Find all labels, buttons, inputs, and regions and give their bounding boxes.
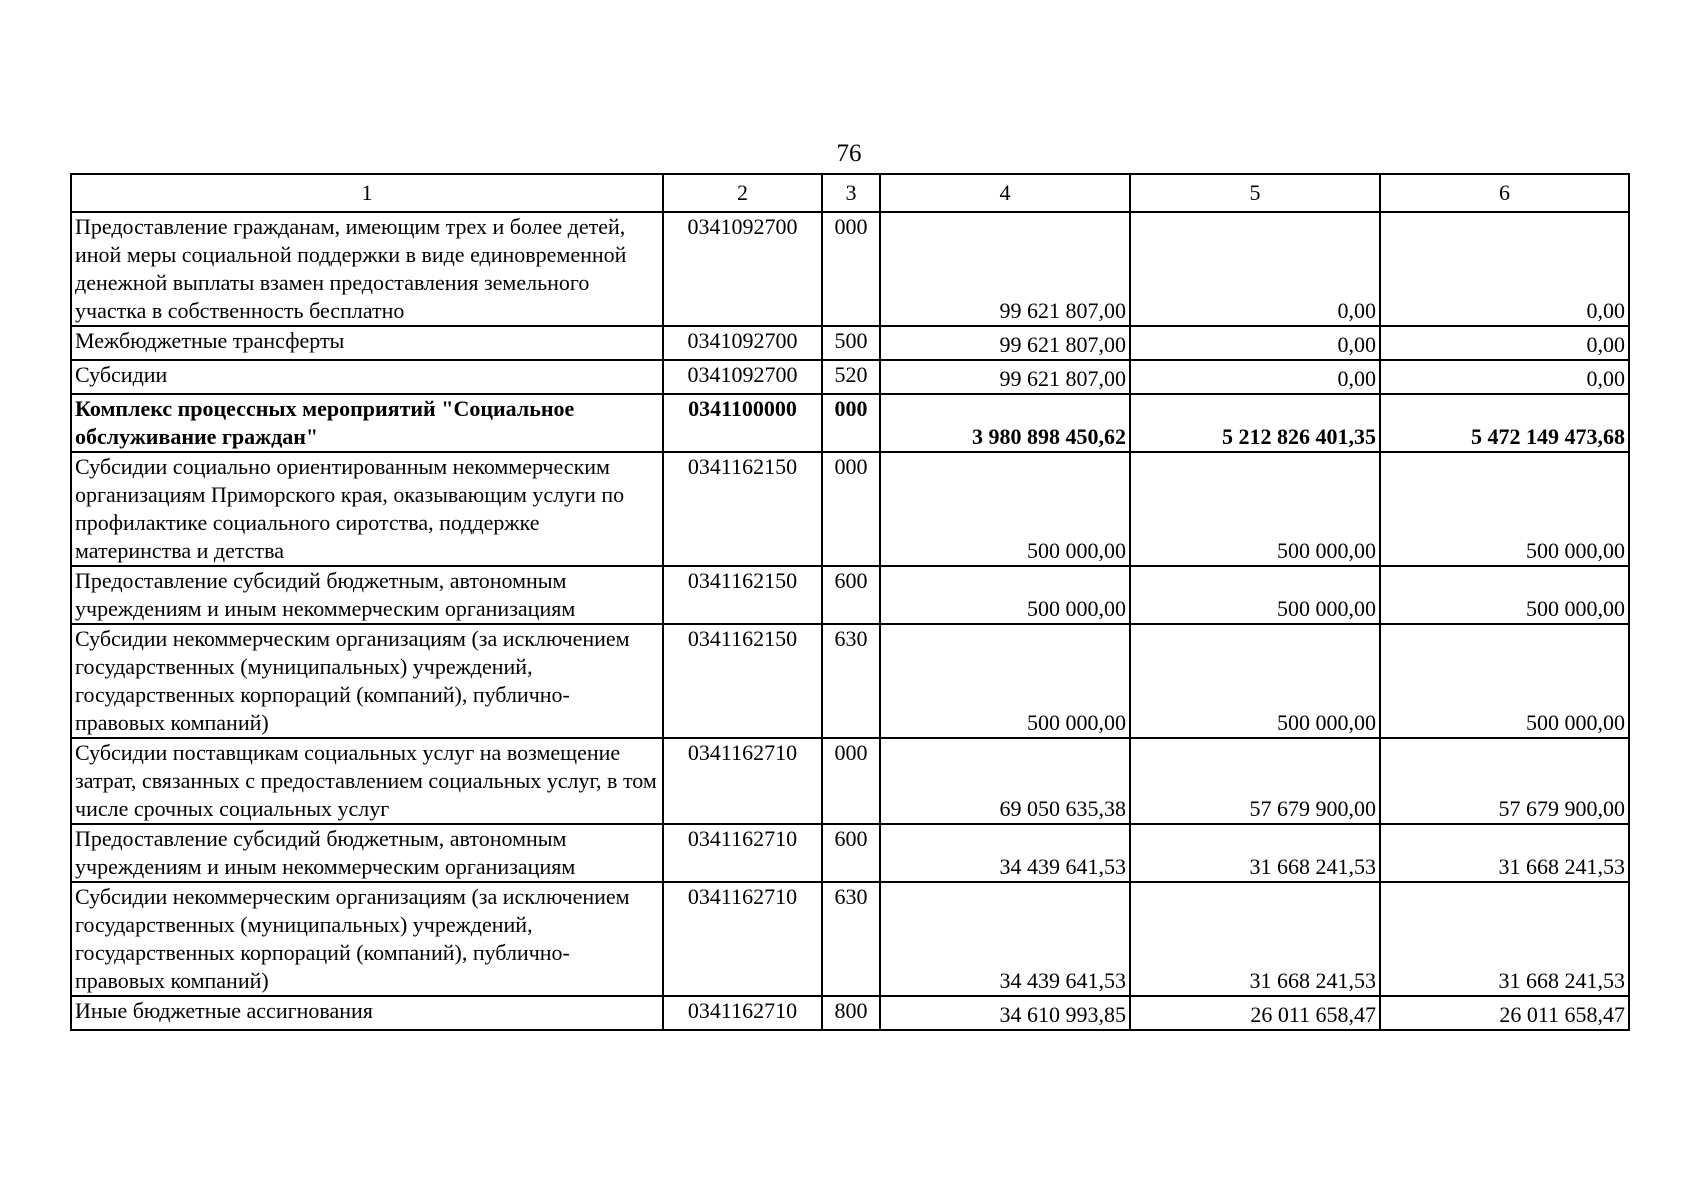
row-expense-type: 600 xyxy=(822,566,880,624)
row-name: Предоставление гражданам, имеющим трех и более детей, иной меры социальной поддержки в виде единовременной денежной выплаты взамен предоставления земельного участка в собственность бесплатно xyxy=(71,212,663,326)
row-target-code: 0341162710 xyxy=(663,738,822,824)
row-amount-col6: 5 472 149 473,68 xyxy=(1380,394,1629,452)
row-target-code: 0341162710 xyxy=(663,882,822,996)
row-amount-col4: 69 050 635,38 xyxy=(880,738,1130,824)
row-target-code: 0341092700 xyxy=(663,360,822,394)
row-target-code: 0341162150 xyxy=(663,452,822,566)
row-expense-type: 500 xyxy=(822,326,880,360)
table-row xyxy=(71,360,1629,394)
row-amount-col4: 34 439 641,53 xyxy=(880,882,1130,996)
row-name: Предоставление субсидий бюджетным, автономным учреждениям и иным некоммерческим организациям xyxy=(71,566,663,624)
row-amount-col5: 500 000,00 xyxy=(1130,624,1380,738)
row-expense-type: 520 xyxy=(822,360,880,394)
row-amount-col5: 57 679 900,00 xyxy=(1130,738,1380,824)
row-expense-type: 000 xyxy=(822,394,880,452)
row-name: Предоставление субсидий бюджетным, автономным учреждениям и иным некоммерческим организациям xyxy=(71,824,663,882)
row-expense-type: 000 xyxy=(822,738,880,824)
row-amount-col6: 500 000,00 xyxy=(1380,624,1629,738)
table-header-row xyxy=(71,174,1629,212)
row-expense-type: 800 xyxy=(822,996,880,1030)
row-expense-type: 630 xyxy=(822,624,880,738)
row-amount-col6: 31 668 241,53 xyxy=(1380,824,1629,882)
column-header: 2 xyxy=(663,174,822,212)
row-expense-type: 000 xyxy=(822,212,880,326)
row-amount-col6: 57 679 900,00 xyxy=(1380,738,1629,824)
row-amount-col4: 34 610 993,85 xyxy=(880,996,1130,1030)
table-row xyxy=(71,326,1629,360)
row-name: Иные бюджетные ассигнования xyxy=(71,996,663,1030)
table-row xyxy=(71,824,1629,882)
row-target-code: 0341092700 xyxy=(663,212,822,326)
page-number: 76 xyxy=(836,140,862,167)
row-amount-col6: 26 011 658,47 xyxy=(1380,996,1629,1030)
row-amount-col4: 99 621 807,00 xyxy=(880,326,1130,360)
table-row xyxy=(71,566,1629,624)
row-target-code: 0341092700 xyxy=(663,326,822,360)
row-amount-col6: 0,00 xyxy=(1380,326,1629,360)
row-name: Межбюджетные трансферты xyxy=(71,326,663,360)
table-row xyxy=(71,882,1629,996)
table-row-section xyxy=(71,394,1629,452)
row-amount-col4: 99 621 807,00 xyxy=(880,212,1130,326)
budget-table xyxy=(70,173,1630,1031)
row-amount-col6: 0,00 xyxy=(1380,212,1629,326)
row-amount-col6: 0,00 xyxy=(1380,360,1629,394)
table-row xyxy=(71,452,1629,566)
row-amount-col5: 26 011 658,47 xyxy=(1130,996,1380,1030)
column-header: 6 xyxy=(1380,174,1629,212)
table-row xyxy=(71,996,1629,1030)
row-name: Субсидии некоммерческим организациям (за исключением государственных (муниципальных) учреждений, государственных корпораций (компаний), публично-правовых компаний) xyxy=(71,882,663,996)
table-row xyxy=(71,624,1629,738)
row-amount-col4: 500 000,00 xyxy=(880,624,1130,738)
row-amount-col4: 34 439 641,53 xyxy=(880,824,1130,882)
row-target-code: 0341162710 xyxy=(663,996,822,1030)
row-amount-col5: 0,00 xyxy=(1130,326,1380,360)
row-amount-col6: 500 000,00 xyxy=(1380,452,1629,566)
row-amount-col5: 31 668 241,53 xyxy=(1130,824,1380,882)
column-header: 3 xyxy=(822,174,880,212)
table-row xyxy=(71,212,1629,326)
row-amount-col6: 500 000,00 xyxy=(1380,566,1629,624)
row-amount-col5: 0,00 xyxy=(1130,360,1380,394)
column-header: 5 xyxy=(1130,174,1380,212)
row-target-code: 0341162710 xyxy=(663,824,822,882)
row-amount-col4: 3 980 898 450,62 xyxy=(880,394,1130,452)
row-name: Субсидии xyxy=(71,360,663,394)
row-expense-type: 630 xyxy=(822,882,880,996)
row-target-code: 0341100000 xyxy=(663,394,822,452)
row-name: Субсидии некоммерческим организациям (за исключением государственных (муниципальных) учреждений, государственных корпораций (компаний), публично-правовых компаний) xyxy=(71,624,663,738)
row-expense-type: 000 xyxy=(822,452,880,566)
row-name: Субсидии поставщикам социальных услуг на возмещение затрат, связанных с предоставлением социальных услуг, в том числе срочных социальных услуг xyxy=(71,738,663,824)
row-name: Комплекс процессных мероприятий "Социальное обслуживание граждан" xyxy=(71,394,663,452)
row-amount-col4: 99 621 807,00 xyxy=(880,360,1130,394)
row-amount-col4: 500 000,00 xyxy=(880,452,1130,566)
column-header: 1 xyxy=(71,174,663,212)
row-amount-col5: 5 212 826 401,35 xyxy=(1130,394,1380,452)
table-row xyxy=(71,738,1629,824)
row-amount-col5: 500 000,00 xyxy=(1130,566,1380,624)
row-amount-col5: 500 000,00 xyxy=(1130,452,1380,566)
row-expense-type: 600 xyxy=(822,824,880,882)
row-target-code: 0341162150 xyxy=(663,566,822,624)
column-header: 4 xyxy=(880,174,1130,212)
row-name: Субсидии социально ориентированным некоммерческим организациям Приморского края, оказывающим услуги по профилактике социального сиротства, поддержке материнства и детства xyxy=(71,452,663,566)
row-target-code: 0341162150 xyxy=(663,624,822,738)
row-amount-col5: 0,00 xyxy=(1130,212,1380,326)
row-amount-col6: 31 668 241,53 xyxy=(1380,882,1629,996)
row-amount-col4: 500 000,00 xyxy=(880,566,1130,624)
row-amount-col5: 31 668 241,53 xyxy=(1130,882,1380,996)
